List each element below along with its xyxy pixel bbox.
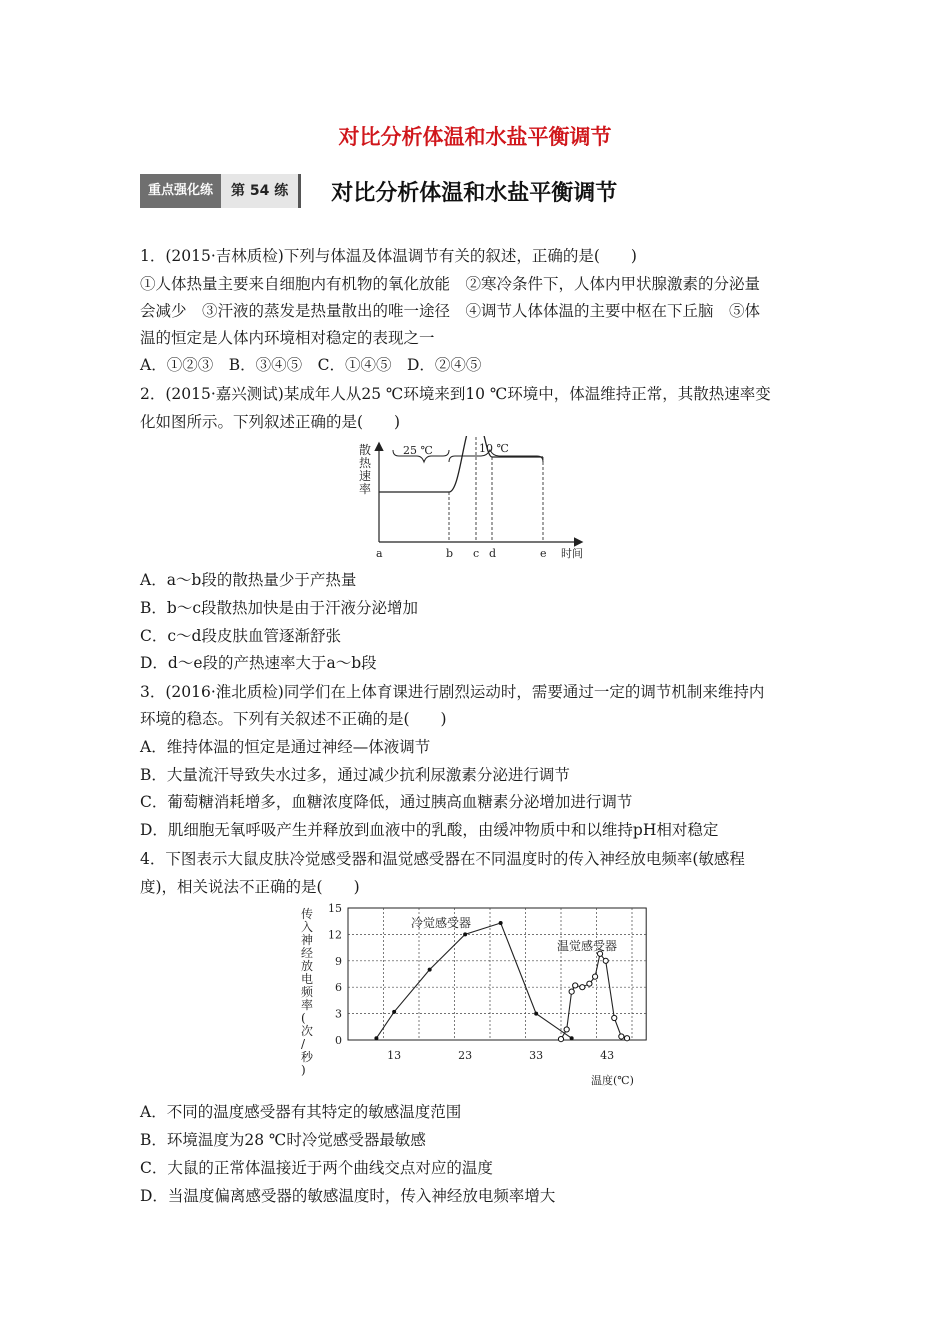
x-tick-label: 43 xyxy=(600,1049,615,1062)
x-tick-label: d xyxy=(489,547,497,560)
q3-option-b: B．大量流汗导致失水过多，通过减少抗利尿激素分泌进行调节 xyxy=(140,766,570,784)
q3-option-c: C．葡萄糖消耗增多，血糖浓度降低，通过胰高血糖素分泌增加进行调节 xyxy=(140,793,633,811)
q1-text-line: 温的恒定是人体内环境相对稳定的表现之一 xyxy=(140,329,435,347)
y-tick-label: 15 xyxy=(328,902,342,915)
x-axis-label: 时间 xyxy=(561,547,583,560)
cold-data-point xyxy=(570,1036,574,1040)
q3-option-d: D．肌细胞无氧呼吸产生并释放到血液中的乳酸，由缓冲物质中和以维持pH相对稳定 xyxy=(140,821,719,839)
q3-stem: 3．(2016·淮北质检)同学们在上体育课进行剧烈运动时，需要通过一定的调节机制来维持内 xyxy=(140,683,765,701)
y-axis-label-char: 次 xyxy=(301,1024,314,1038)
cold-data-point xyxy=(374,1036,378,1040)
y-tick-label: 9 xyxy=(335,954,342,968)
y-axis-label-char: 率 xyxy=(301,998,314,1012)
banner-tag-number: 第 54 练 xyxy=(221,174,301,208)
y-tick-label: 6 xyxy=(335,981,342,995)
plot-frame xyxy=(348,908,646,1040)
q1-options: A．①②③ B．③④⑤ C．①④⑤ D．②④⑤ xyxy=(140,356,482,374)
cold-receptor-line xyxy=(376,923,571,1038)
y-axis-label xyxy=(301,906,314,1077)
y-tick-label: 0 xyxy=(335,1034,342,1047)
q2-option-c: C．c～d段皮肤血管逐渐舒张 xyxy=(140,627,341,645)
q2-stem: 2．(2015·嘉兴测试)某成年人从25 ℃环境来到10 ℃环境中，体温维持正常，其散热速率变 xyxy=(140,385,771,403)
cold-data-point xyxy=(499,921,503,925)
cold-data-point xyxy=(428,968,432,972)
y-axis-label-char: 传 xyxy=(301,907,314,921)
x-axis-label: 温度(℃) xyxy=(591,1074,634,1087)
y-axis-label-char: 放 xyxy=(301,959,314,973)
warm-data-point xyxy=(569,989,574,994)
warm-data-point xyxy=(603,958,608,963)
q4-option-d: D．当温度偏离感受器的敏感温度时，传入神经放电频率增大 xyxy=(140,1187,556,1205)
y-axis-label-char: 入 xyxy=(301,920,314,934)
x-tick-label: b xyxy=(446,547,454,560)
x-tick-label: c xyxy=(473,547,480,560)
y-axis-label-char: 速 xyxy=(359,469,372,483)
y-axis-label-char: 频 xyxy=(301,985,314,999)
q4-option-b: B．环境温度为28 ℃时冷觉感受器最敏感 xyxy=(140,1131,426,1149)
warm-receptor-line xyxy=(561,954,627,1039)
cold-data-point xyxy=(534,1012,538,1016)
page-title: 对比分析体温和水盐平衡调节 xyxy=(338,125,612,149)
q4-option-a: A．不同的温度感受器有其特定的敏感温度范围 xyxy=(140,1103,462,1121)
x-tick-label: e xyxy=(540,547,547,560)
y-axis-label-char: 神 xyxy=(301,933,314,947)
q4-stem: 4．下图表示大鼠皮肤冷觉感受器和温觉感受器在不同温度时的传入神经放电频率(敏感程 xyxy=(140,850,745,868)
heat-dissipation-chart xyxy=(355,436,595,564)
warm-data-point xyxy=(612,1015,617,1020)
receptor-frequency-chart xyxy=(295,902,665,1092)
y-axis-label-char: 经 xyxy=(301,946,314,960)
warm-data-point xyxy=(558,1037,563,1042)
y-axis-label xyxy=(359,442,372,496)
y-tick-label: 12 xyxy=(328,928,342,942)
y-tick-label: 3 xyxy=(335,1007,342,1021)
x-tick-label: 33 xyxy=(529,1049,544,1062)
warm-data-point xyxy=(573,983,578,988)
cold-data-point xyxy=(463,932,467,936)
y-axis-label-char: 电 xyxy=(301,972,314,986)
x-tick-label: 23 xyxy=(458,1049,473,1062)
q2-option-a: A．a～b段的散热量少于产热量 xyxy=(140,571,357,589)
x-tick-label: a xyxy=(376,547,383,560)
banner-title: 对比分析体温和水盐平衡调节 xyxy=(331,180,618,206)
section-banner xyxy=(140,174,617,208)
q2-text-line: 化如图所示。下列叙述正确的是( ) xyxy=(140,413,401,431)
y-axis-label-char: 热 xyxy=(359,456,372,470)
q2-option-d: D．d～e段的产热速率大于a～b段 xyxy=(140,654,377,672)
warm-data-point xyxy=(619,1034,624,1039)
y-axis-label-char: / xyxy=(301,1037,306,1051)
q4-option-c: C．大鼠的正常体温接近于两个曲线交点对应的温度 xyxy=(140,1159,493,1177)
cold-data-point xyxy=(392,1010,396,1014)
annotation-25c: 25 ℃ xyxy=(403,444,433,457)
warm-data-point xyxy=(580,985,585,990)
y-axis-label-char: ) xyxy=(301,1063,306,1077)
q3-text-line: 环境的稳态。下列有关叙述不正确的是( ) xyxy=(140,710,447,728)
banner-tag-focus: 重点强化练 xyxy=(140,174,221,208)
y-axis-label-char: ( xyxy=(301,1011,306,1025)
q1-stem: 1．(2015·吉林质检)下列与体温及体温调节有关的叙述，正确的是( ) xyxy=(140,247,637,265)
warm-data-point xyxy=(592,974,597,979)
q4-text-line: 度)，相关说法不正确的是( ) xyxy=(140,878,360,896)
x-tick-label: 13 xyxy=(387,1049,402,1062)
annotation-10c: 10 ℃ xyxy=(479,442,509,455)
legend-warm-receptor: 温觉感受器 xyxy=(557,939,618,953)
legend-cold-receptor: 冷觉感受器 xyxy=(411,916,472,930)
warm-data-point xyxy=(587,981,592,986)
y-axis-label-char: 率 xyxy=(359,482,372,496)
q1-text-line: 会减少 ③汗液的蒸发是热量散出的唯一途径 ④调节人体体温的主要中枢在下丘脑 ⑤体 xyxy=(140,302,761,320)
q1-text-line: ①人体热量主要来自细胞内有机物的氧化放能 ②寒冷条件下，人体内甲状腺激素的分泌量 xyxy=(140,275,761,293)
y-axis-label-char: 散 xyxy=(359,443,372,457)
q3-option-a: A．维持体温的恒定是通过神经—体液调节 xyxy=(140,738,431,756)
y-axis-label-char: 秒 xyxy=(301,1050,314,1064)
warm-data-point xyxy=(624,1036,629,1041)
q2-option-b: B．b～c段散热加快是由于汗液分泌增加 xyxy=(140,599,418,617)
warm-data-point xyxy=(564,1027,569,1032)
